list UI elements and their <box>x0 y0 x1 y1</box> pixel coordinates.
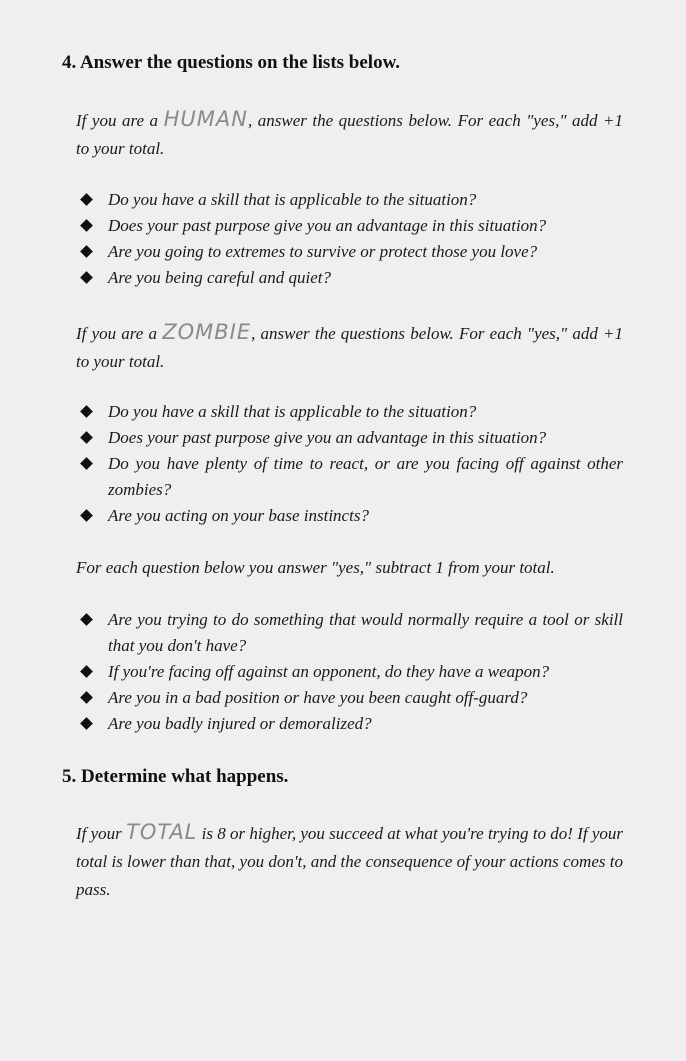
question-text: Are you in a bad position or have you been caught off-guard? <box>108 688 528 707</box>
subtract-intro: For each question below you answer "yes," subtract 1 from your total. <box>76 558 555 577</box>
human-keyword: HUMAN <box>163 107 248 131</box>
list-item <box>76 685 623 711</box>
outcome-text <box>76 818 623 904</box>
diamond-bullet-icon <box>80 665 93 678</box>
diamond-bullet-icon <box>80 431 93 444</box>
outcome-text-after: is 8 or higher, you succeed at what you're trying to do! If your total is lower than that, you don't, and the consequence of your actions comes to pass. <box>76 824 623 899</box>
question-text: If you're facing off against an opponent, do they have a weapon? <box>108 662 550 681</box>
zombie-question-list <box>76 399 623 529</box>
question-text: Do you have a skill that is applicable to the situation? <box>108 190 477 209</box>
question-text: Are you acting on your base instincts? <box>108 506 369 525</box>
zombie-intro-before: If you are a <box>76 324 163 343</box>
diamond-bullet-icon <box>80 219 93 232</box>
list-item <box>76 187 623 213</box>
diamond-bullet-icon <box>80 245 93 258</box>
section-4-heading: 4. Answer the questions on the lists below. <box>62 52 401 73</box>
total-keyword: TOTAL <box>126 820 198 844</box>
diamond-bullet-icon <box>80 405 93 418</box>
list-item <box>76 399 623 425</box>
zombie-intro-after: , answer the questions below. For each "yes," add +1 to your total. <box>76 324 624 371</box>
question-text: Are you trying to do something that would normally require a tool or skill that you don't have? <box>108 610 623 655</box>
question-text: Are you badly injured or demoralized? <box>108 714 372 733</box>
list-item <box>76 451 623 503</box>
human-intro-after: , answer the questions below. For each "yes," add +1 to your total. <box>76 111 623 158</box>
diamond-bullet-icon <box>80 271 93 284</box>
subtract-question-list <box>76 607 623 737</box>
list-item <box>76 239 623 265</box>
zombie-intro <box>76 318 623 376</box>
question-text: Are you being careful and quiet? <box>108 268 331 287</box>
human-intro <box>76 105 623 163</box>
diamond-bullet-icon <box>80 613 93 626</box>
diamond-bullet-icon <box>80 691 93 704</box>
list-item <box>76 503 623 529</box>
list-item <box>76 711 623 737</box>
diamond-bullet-icon <box>80 717 93 730</box>
zombie-keyword: ZOMBIE <box>162 320 252 344</box>
question-text: Does your past purpose give you an advantage in this situation? <box>108 216 547 235</box>
diamond-bullet-icon <box>80 457 93 470</box>
outcome-text-before: If your <box>76 824 127 843</box>
diamond-bullet-icon <box>80 509 93 522</box>
list-item <box>76 659 623 685</box>
diamond-bullet-icon <box>80 193 93 206</box>
list-item <box>76 213 623 239</box>
question-text: Do you have plenty of time to react, or are you facing off against other zombies? <box>108 454 623 499</box>
list-item <box>76 607 623 659</box>
question-text: Are you going to extremes to survive or protect those you love? <box>108 242 538 261</box>
list-item <box>76 265 623 291</box>
list-item <box>76 425 623 451</box>
human-intro-before: If you are a <box>76 111 164 130</box>
section-5-heading: 5. Determine what happens. <box>62 766 289 787</box>
question-text: Does your past purpose give you an advantage in this situation? <box>108 428 547 447</box>
question-text: Do you have a skill that is applicable to the situation? <box>108 402 477 421</box>
human-question-list <box>76 187 623 291</box>
